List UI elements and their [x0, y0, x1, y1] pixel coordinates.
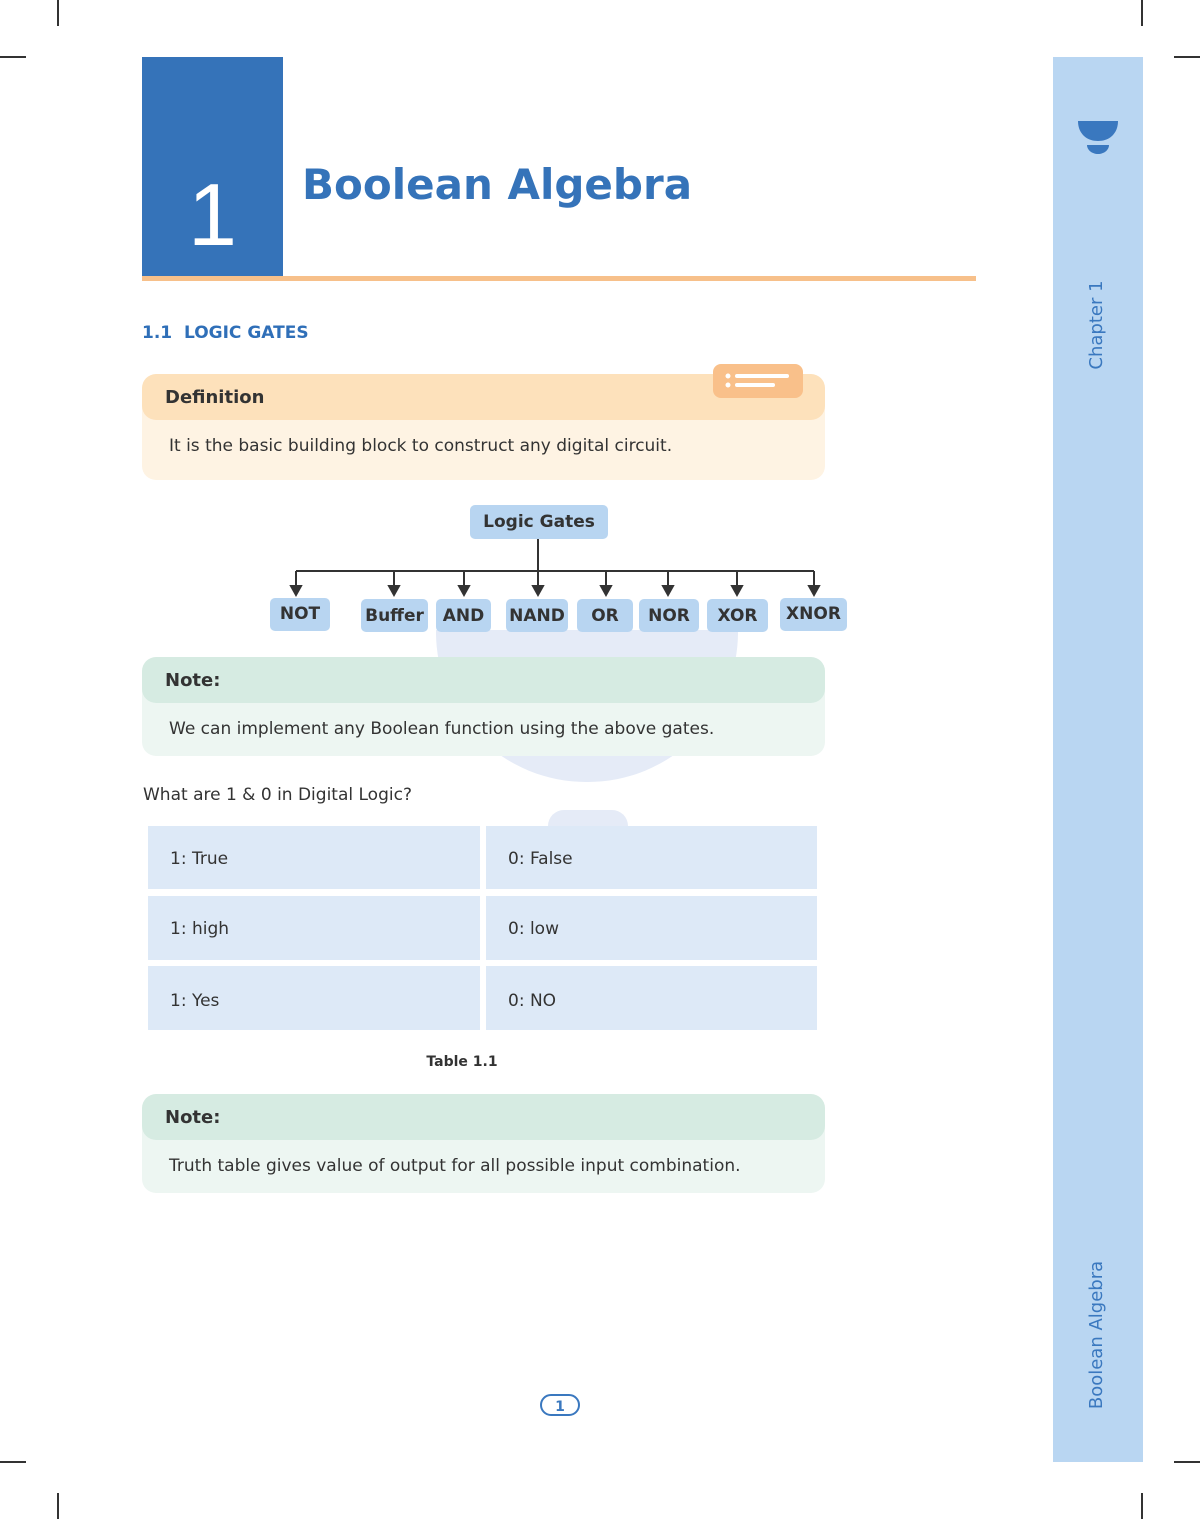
crop-mark	[57, 1493, 59, 1519]
note-box-gates	[142, 657, 825, 756]
sidebar-subject-label: Boolean Algebra	[1086, 1260, 1107, 1410]
page-number: 1	[540, 1394, 580, 1416]
sidebar-chapter-label: Chapter 1	[1086, 280, 1107, 370]
note-heading: Note:	[142, 657, 825, 703]
gate-xnor: XNOR	[780, 598, 847, 631]
crop-mark	[1141, 1493, 1143, 1519]
table-caption: Table 1.1	[426, 1054, 498, 1070]
table-cell: 0: False	[486, 826, 817, 889]
definition-heading: Definition	[142, 374, 825, 420]
table-cell: 1: True	[148, 826, 480, 889]
table-cell: 1: high	[148, 896, 480, 960]
crop-mark	[1174, 1461, 1200, 1463]
crop-mark	[0, 1461, 26, 1463]
definition-text: It is the basic building block to construct any digital circuit.	[169, 436, 673, 456]
note-box-truth-table	[142, 1094, 825, 1193]
note-text: Truth table gives value of output for all possible input combination.	[169, 1156, 741, 1176]
gate-not: NOT	[270, 598, 330, 631]
diagram-connectors	[0, 0, 1200, 640]
chapter-number: 1	[188, 165, 237, 264]
section-title: LOGIC GATES	[183, 323, 309, 343]
section-number: 1.1	[142, 323, 173, 343]
table-cell: 0: NO	[486, 966, 817, 1030]
gate-nor: NOR	[639, 599, 699, 632]
question-text: What are 1 & 0 in Digital Logic?	[143, 785, 412, 805]
gate-buffer: Buffer	[361, 599, 428, 632]
gate-and: AND	[436, 599, 491, 632]
note-heading: Note:	[142, 1094, 825, 1140]
gate-or: OR	[577, 599, 633, 632]
diagram-root-logic-gates: Logic Gates	[470, 505, 608, 539]
gate-xor: XOR	[707, 599, 768, 632]
table-cell: 0: low	[486, 896, 817, 960]
table-cell: 1: Yes	[148, 966, 480, 1030]
chapter-title: Boolean Algebra	[302, 160, 693, 209]
gate-nand: NAND	[506, 599, 568, 632]
watermark-shape	[548, 810, 628, 826]
note-text: We can implement any Boolean function using the above gates.	[169, 719, 715, 739]
